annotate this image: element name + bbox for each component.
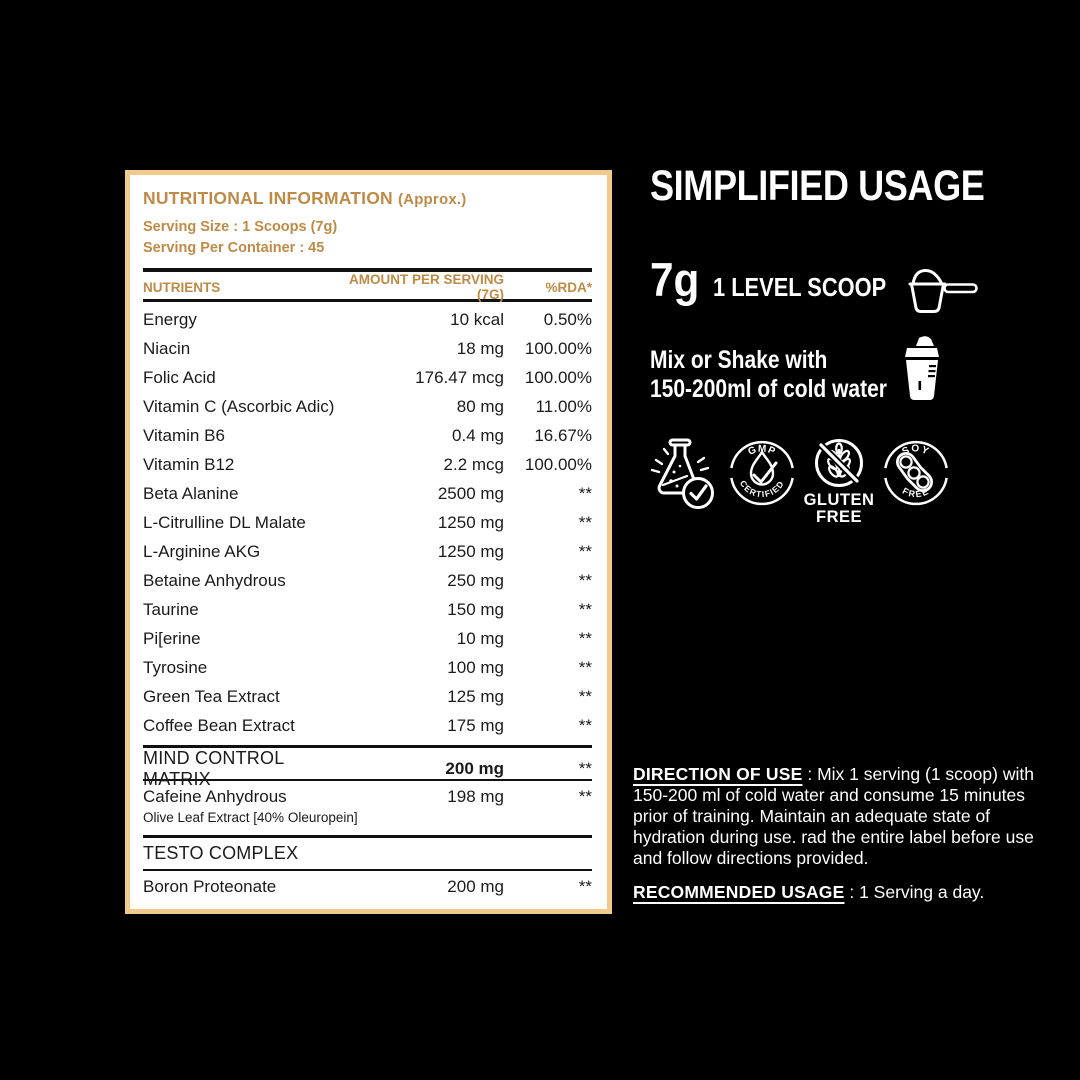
nutrient-rda: 100.00% [524, 454, 592, 474]
table-row [143, 624, 592, 653]
gmp-badge-bottom-text: CERTIFIED [737, 478, 787, 500]
usage-title: SIMPLIFIED USAGE [650, 162, 985, 210]
nutrient-amount: 80 mg [456, 396, 504, 416]
table-row [143, 421, 592, 450]
panel-title-note: (Approx.) [397, 191, 467, 208]
nutrient-rda: ** [578, 657, 592, 677]
scoop-label: 1 LEVEL SCOOP [712, 272, 887, 302]
column-header-amount: AMOUNT PER SERVING (7G) [348, 272, 504, 302]
direction-of-use [633, 764, 1051, 869]
table-row [143, 363, 592, 392]
nutrient-amount: 200 mg [447, 876, 504, 896]
table-row [143, 479, 592, 508]
recommended-separator: : [844, 882, 860, 902]
nutrient-rda: 0.50% [543, 309, 592, 329]
nutrient-rda: ** [578, 512, 592, 532]
gluten-free-text-line2: FREE [815, 508, 863, 526]
nutrient-amount: 125 mg [447, 686, 504, 706]
nutrient-name: Coffee Bean Extract [143, 715, 295, 735]
nutrient-name: L-Arginine AKG [143, 541, 261, 561]
nutrient-rda: ** [578, 787, 592, 806]
gluten-free-text-line1: GLUTEN [804, 491, 874, 509]
section-name: MIND CONTROL MATRIX [143, 748, 284, 789]
direction-of-use-label: DIRECTION OF USE [633, 764, 803, 784]
mix-instruction [650, 346, 932, 404]
gmp-badge-top-text: GMP [746, 443, 778, 458]
column-header-rda: %RDA* [545, 279, 592, 295]
section-rda: ** [578, 759, 592, 778]
gmp-certified-icon [725, 436, 799, 510]
nutrient-name: Taurine [143, 599, 199, 619]
serving-size: Serving Size : 1 Scoops (7g) [143, 219, 338, 235]
nutrient-name: Pi[erine [143, 628, 201, 648]
table-row [143, 711, 592, 740]
nutrient-name: Betaine Anhydrous [143, 570, 286, 590]
simplified-usage-section [630, 160, 1062, 940]
recommended-usage [633, 882, 1051, 903]
table-row [143, 566, 592, 595]
section-name: TESTO COMPLEX [143, 843, 299, 863]
table-row-mind-control-matrix [143, 748, 592, 789]
mix-line-1: Mix or Shake with [650, 346, 828, 374]
table-row [143, 653, 592, 682]
table-row [143, 450, 592, 479]
nutrient-name: Energy [143, 309, 197, 329]
nutrient-amount: 10 mg [456, 628, 504, 648]
nutrient-amount: 1250 mg [437, 541, 504, 561]
nutrient-rda: ** [578, 483, 592, 503]
soy-free-bottom-text: FREE [900, 485, 932, 500]
nutrient-amount: 2500 mg [437, 483, 504, 503]
recommended-usage-text: 1 Serving a day. [859, 882, 985, 902]
nutrition-panel [125, 170, 612, 914]
nutrient-rda: ** [578, 628, 592, 648]
scoop-icon [902, 265, 982, 317]
mix-line-2: 150-200ml of cold water [650, 375, 887, 403]
nutrient-amount: 2.2 mcg [443, 454, 504, 474]
nutrient-rda: 100.00% [524, 338, 592, 358]
nutrient-amount: 0.4 mg [452, 425, 504, 445]
table-row [143, 392, 592, 421]
soy-free-top-text: SOY [900, 443, 932, 458]
shaker-bottle-icon [896, 334, 948, 404]
column-header-nutrients: NUTRIENTS [143, 279, 221, 295]
table-row-boron [143, 871, 592, 903]
nutrient-amount: 175 mg [447, 715, 504, 735]
soy-free-icon [879, 436, 953, 510]
nutrient-amount: 250 mg [447, 570, 504, 590]
nutrient-rda: 100.00% [524, 367, 592, 387]
table-row [143, 682, 592, 711]
nutrient-name: Green Tea Extract [143, 686, 280, 706]
nutrient-name: L-Citrulline DL Malate [143, 512, 306, 532]
certification-badges [644, 436, 953, 528]
gluten-free-icon [804, 436, 874, 528]
mix-instruction-text [650, 346, 887, 404]
nutrient-name: Folic Acid [143, 367, 216, 387]
nutrient-name: Beta Alanine [143, 483, 239, 503]
nutrient-name: Cafeine Anhydrous [143, 787, 287, 806]
nutrient-rda: ** [578, 715, 592, 735]
nutrient-rows [143, 305, 592, 740]
nutrient-name: Vitamin C (Ascorbic Adic) [143, 396, 335, 416]
nutrient-amount: 10 kcal [450, 309, 504, 329]
table-row [143, 595, 592, 624]
table-row [143, 305, 592, 334]
nutrient-rda: ** [578, 541, 592, 561]
table-row [143, 537, 592, 566]
nutrient-name: Vitamin B12 [143, 454, 235, 474]
table-row-testo-complex [143, 838, 592, 869]
nutrient-rda: ** [578, 570, 592, 590]
nutrition-panel-content [130, 175, 607, 903]
svg-text:GMP [747, 444, 778, 458]
scoop-grams: 7g [650, 253, 700, 306]
table-row [143, 334, 592, 363]
nutrient-rda: ** [578, 876, 592, 896]
nutrient-name: Tyrosine [143, 657, 208, 677]
nutrient-name: Niacin [143, 338, 191, 358]
nutrient-name: Boron Proteonate [143, 876, 277, 896]
recommended-usage-label: RECOMMENDED USAGE [633, 882, 845, 902]
nutrient-amount: 150 mg [447, 599, 504, 619]
serving-per-container: Serving Per Container : 45 [143, 240, 325, 256]
nutrient-amount: 1250 mg [437, 512, 504, 532]
nutrient-amount: 100 mg [447, 657, 504, 677]
panel-title [143, 187, 592, 211]
lab-tested-icon [644, 436, 720, 516]
svg-text:SOY [901, 444, 932, 458]
nutrient-name: Vitamin B6 [143, 425, 225, 445]
table-header [143, 272, 592, 302]
panel-title-text: NUTRITIONAL INFORMATION [143, 188, 393, 208]
nutrient-rda: ** [578, 686, 592, 706]
nutrient-rda: ** [578, 599, 592, 619]
nutrient-rda: 11.00% [535, 396, 592, 416]
olive-leaf-subtext: Olive Leaf Extract [40% Oleuropein] [143, 810, 358, 825]
table-row [143, 508, 592, 537]
scoop-amount-row [650, 253, 919, 306]
nutrient-amount: 18 mg [456, 338, 504, 358]
direction-of-use-text: Mix 1 serving (1 scoop) with 150-200 ml of cold water and consume 15 minutes prior of training. Maintain an adequate state of hydration during use. rad the entire label before use and follow directions provided. [633, 764, 1034, 868]
nutrient-rda: 16.67% [534, 425, 592, 445]
direction-separator: : [802, 764, 818, 784]
nutrient-amount: 198 mg [447, 787, 504, 806]
nutrient-amount: 176.47 mcg [415, 367, 504, 387]
section-amount: 200 mg [445, 759, 504, 778]
